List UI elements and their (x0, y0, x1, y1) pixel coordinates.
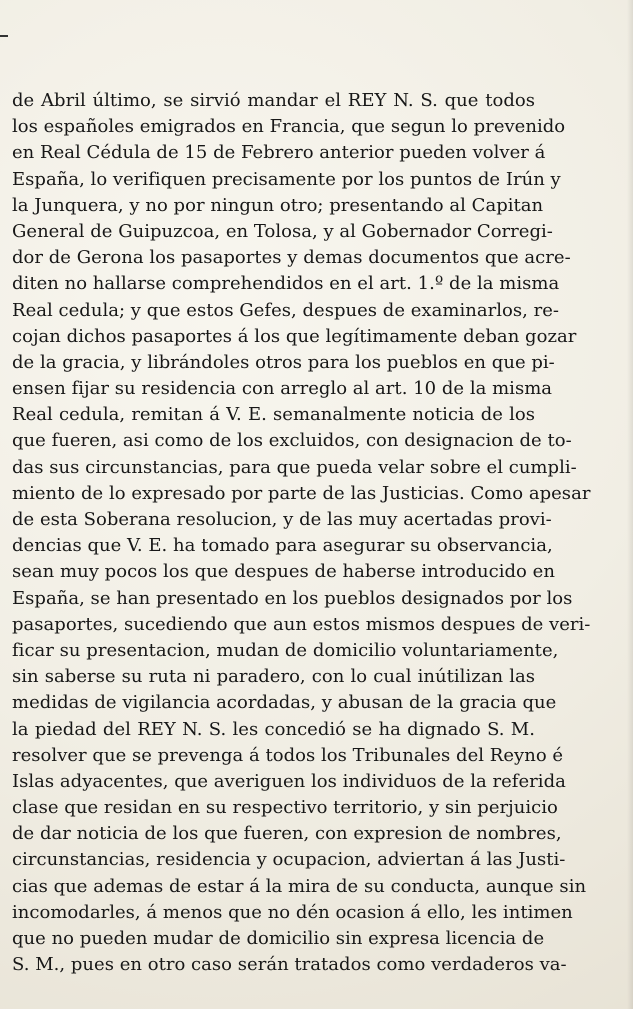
document-line: incomodarles, á menos que no dén ocasion á ello, les intimen (12, 901, 573, 923)
document-line: sin saberse su ruta ni paradero, con lo cual inútilizan las (12, 666, 535, 688)
document-line: los españoles emigrados en Francia, que segun lo prevenido (12, 116, 566, 138)
document-line: España, se han presentado en los pueblos designados por los (12, 587, 573, 609)
document-line: de Abril último, se sirvió mandar el REY N. S. que todos (12, 90, 535, 111)
document-line: dencias que V. E. ha tomado para asegurar su observancia, (12, 535, 553, 557)
document-line: diten no hallarse comprehendidos en el art. 1.º de la misma (12, 273, 560, 295)
margin-mark (0, 35, 8, 37)
document-line: circunstancias, residencia y ocupacion, adviertan á las Justi- (12, 849, 566, 871)
document-line: que fueren, asi como de los excluidos, con designacion de to- (12, 430, 572, 452)
document-line: cias que ademas de estar á la mira de su conducta, aunque sin (12, 875, 587, 897)
document-line: Islas adyacentes, que averiguen los individuos de la referida (12, 770, 566, 792)
document-line: España, lo verifiquen precisamente por los puntos de Irún y (12, 168, 561, 190)
document-line: ficar su presentacion, mudan de domicilio voluntariamente, (12, 639, 559, 661)
document-line: cojan dichos pasaportes á los que legítimamente deban gozar (12, 325, 577, 347)
document-line: dor de Gerona los pasaportes y demas documentos que acre- (12, 247, 571, 269)
document-line: S. M., pues en otro caso serán tratados como verdaderos va- (12, 954, 567, 976)
document-line: de dar noticia de los que fueren, con expresion de nombres, (12, 823, 562, 845)
document-line: pasaportes, sucediendo que aun estos mismos despues de veri- (12, 613, 591, 635)
document-line: en Real Cédula de 15 de Febrero anterior pueden volver á (12, 142, 546, 164)
document-line: la Junquera, y no por ningun otro; presentando al Capitan (12, 194, 544, 216)
document-line: miento de lo expresado por parte de las Justicias. Como apesar (12, 482, 591, 504)
document-line: sean muy pocos los que despues de haberse introducido en (12, 561, 555, 583)
page-edge-shadow (627, 0, 633, 1009)
document-line: medidas de vigilancia acordadas, y abusan de la gracia que (12, 692, 557, 714)
document-line: Real cedula; y que estos Gefes, despues de examinarlos, re- (12, 299, 559, 321)
document-line: resolver que se prevenga á todos los Tribunales del Reyno é (12, 744, 564, 766)
document-line: das sus circunstancias, para que pueda velar sobre el cumpli- (12, 456, 577, 478)
document-line: ensen fijar su residencia con arreglo al art. 10 de la misma (12, 378, 553, 400)
document-line: Real cedula, remitan á V. E. semanalmente noticia de los (12, 404, 535, 426)
document-line: clase que residan en su respectivo territorio, y sin perjuicio (12, 797, 558, 819)
document-line: de la gracia, y librándoles otros para los pueblos en que pi- (12, 351, 555, 373)
document-line: que no pueden mudar de domicilio sin expresa licencia de (12, 928, 545, 949)
document-body (12, 88, 591, 978)
document-line: General de Guipuzcoa, en Tolosa, y al Gobernador Corregi- (12, 220, 553, 242)
document-line: la piedad del REY N. S. les concedió se ha dignado S. M. (12, 718, 535, 740)
document-line: de esta Soberana resolucion, y de las muy acertadas provi- (12, 509, 552, 530)
